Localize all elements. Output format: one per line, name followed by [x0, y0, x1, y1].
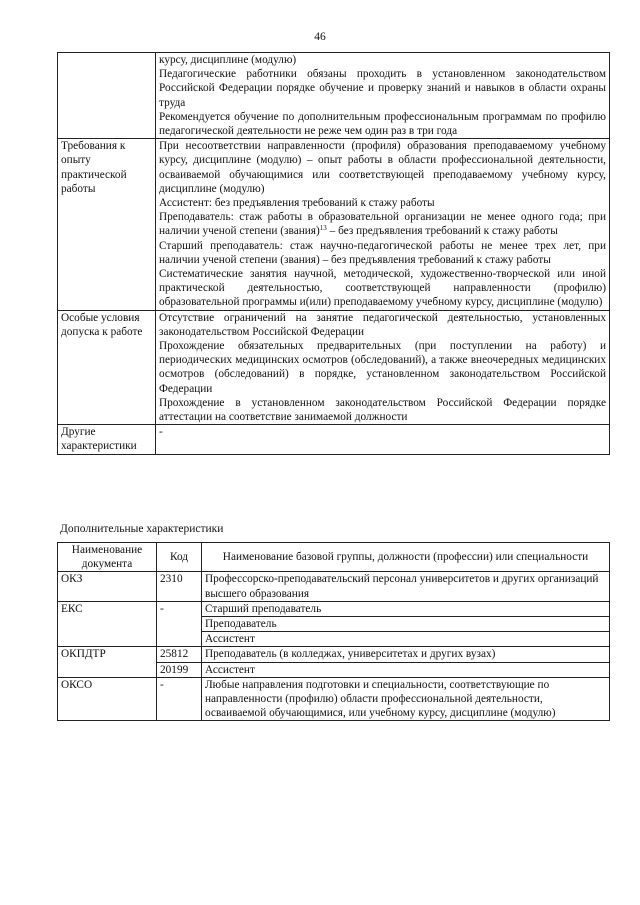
name-cell: Ассистент — [202, 662, 610, 677]
doc-cell: ОКСО — [58, 677, 157, 721]
paragraph: Отсутствие ограничений на занятие педагогической деятельностью, установленных законодательством Российской Федерации — [159, 311, 606, 338]
row-label: Другие характеристики — [58, 425, 156, 454]
table-row — [58, 139, 610, 310]
header-row — [58, 543, 610, 572]
table-row — [58, 601, 610, 616]
name-cell: Преподаватель — [202, 617, 610, 632]
row-content — [156, 53, 610, 139]
additional-characteristics-title: Дополнительные характеристики — [60, 523, 224, 535]
doc-cell: ЕКС — [58, 601, 157, 616]
paragraph: курсу, дисциплине (модулю) — [159, 54, 297, 66]
code-cell: 2310 — [157, 572, 202, 601]
name-cell: Старший преподаватель — [202, 601, 610, 616]
doc-cell: ОКПДТР — [58, 647, 157, 662]
table-row — [58, 53, 610, 139]
code-cell: 25812 — [157, 647, 202, 662]
table-row — [58, 310, 610, 425]
column-header-name: Наименование базовой группы, должности (профессии) или специальности — [202, 543, 610, 572]
column-header-doc: Наименование документа — [58, 543, 157, 572]
code-cell: 20199 — [157, 662, 202, 677]
table-row — [58, 617, 610, 632]
column-header-code: Код — [157, 543, 202, 572]
row-content — [156, 310, 610, 425]
row-label: Требования к опыту практической работы — [58, 139, 156, 310]
doc-cell — [58, 662, 157, 677]
paragraph: Систематические занятия научной, методической, художественно-творческой или иной практической деятельностью, соответствующей направленности (профилю) образовательной программы и(или) преподаваемому учебному курсу, дисциплине (модулю) — [159, 268, 606, 309]
code-cell: - — [157, 677, 202, 721]
row-content — [156, 139, 610, 310]
table-row — [58, 662, 610, 677]
row-label — [58, 53, 156, 139]
qualification-requirements-table — [57, 52, 610, 455]
paragraph: Педагогические работники обязаны проходить в установленном законодательством Российской Федерации порядке обучение и проверку знаний и навыков в области охраны труда — [159, 68, 606, 109]
additional-characteristics-table — [57, 542, 610, 721]
code-cell: - — [157, 601, 202, 616]
doc-cell — [58, 617, 157, 632]
paragraph: - — [159, 426, 163, 439]
paragraph: При несоответствии направленности (профиля) образования преподаваемому учебному курсу, дисциплине (модулю) – опыт работы в области профессиональной деятельности, осваиваемой обучающимися или соответствующей преподаваемому учебному курсу, дисциплине (модулю) — [159, 140, 606, 195]
row-label: Особые условия допуска к работе — [58, 310, 156, 425]
code-cell — [157, 632, 202, 647]
table-row — [58, 425, 610, 454]
paragraph: Прохождение в установленном законодательством Российской Федерации порядке аттестации на соответствие занимаемой должности — [159, 396, 606, 424]
page-number: 46 — [314, 31, 326, 43]
paragraph: Ассистент: без предъявления требований к стажу работы — [159, 197, 435, 210]
doc-cell: ОКЗ — [58, 572, 157, 601]
code-cell — [157, 617, 202, 632]
paragraph — [159, 210, 606, 238]
paragraph: Прохождение обязательных предварительных (при поступлении на работу) и периодических медицинских осмотров (обследований), а также внеочередных медицинских осмотров (обследований) в порядке, установленном законодательством Российской Федерации — [159, 340, 606, 395]
name-cell: Профессорско-преподавательский персонал университетов и других организаций высшего образования — [202, 572, 610, 601]
paragraph-text: Преподаватель: стаж работы в образовательной организации не менее одного года; при наличии ученой степени (звания) — [159, 211, 606, 238]
paragraph: Старший преподаватель: стаж научно-педагогической работы не менее трех лет, при наличии ученой степени (звания) – без предъявления требований к стажу работы — [159, 239, 606, 266]
table-row — [58, 632, 610, 647]
table-row — [58, 647, 610, 662]
name-cell: Любые направления подготовки и специальности, соответствующие по направленности (профилю) области профессиональной деятельности, осваиваемой обучающимися, или учебному курсу, дисциплине (модулю) — [202, 677, 610, 721]
doc-cell — [58, 632, 157, 647]
footnote-ref: 13 — [319, 224, 327, 233]
name-cell: Ассистент — [202, 632, 610, 647]
table-row — [58, 677, 610, 721]
row-content — [156, 425, 610, 454]
paragraph-tail: – без предъявления требований к стажу работы — [326, 225, 558, 238]
table-row — [58, 572, 610, 601]
paragraph: Рекомендуется обучение по дополнительным профессиональным программам по профилю педагогической деятельности не реже чем один раз в три года — [159, 110, 606, 138]
name-cell: Преподаватель (в колледжах, университетах и других вузах) — [202, 647, 610, 662]
